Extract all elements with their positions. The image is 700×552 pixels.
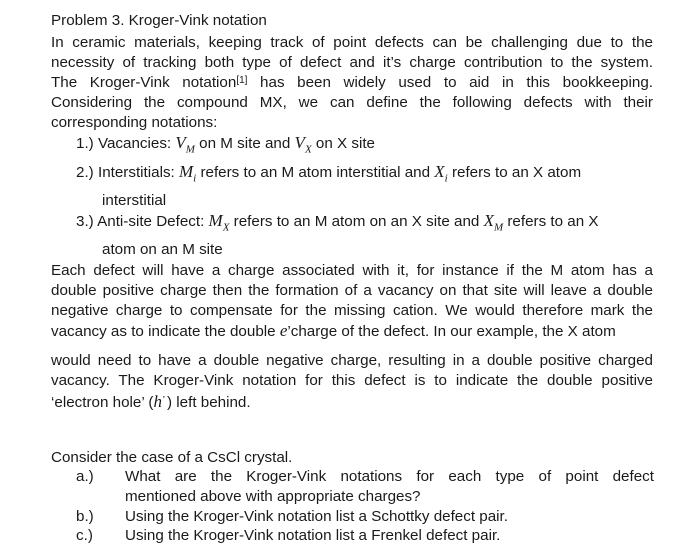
question-a-label: a.) — [76, 468, 94, 485]
electron-symbol: e — [279, 321, 288, 340]
defect-text-end: refers to an X — [503, 213, 599, 230]
defect-text: refers to an M atom interstitial and — [196, 164, 435, 181]
defect-label: Vacancies: — [97, 135, 176, 152]
defect-text: on M site and — [194, 135, 295, 152]
intro-line-1: In ceramic materials, keeping track of point defects can be challenging due to the — [51, 34, 653, 51]
interstitial-m-symbol: $M_i$ — [179, 162, 197, 185]
intro-line-4: Considering the compound MX, we can define the following defects with their — [51, 94, 653, 111]
problem-title: Problem 3. Kroger-Vink notation — [51, 12, 267, 29]
para2-line-7: ‘electron hole’ (h˙) left behind. — [51, 392, 251, 411]
list-number: 1.) — [76, 135, 94, 152]
para2-line-2: double positive charge then the formation of a vacancy on that site will leave a double — [51, 282, 653, 299]
defect-label: Interstitials: — [97, 164, 179, 181]
defect-anti-site-cont: atom on an M site — [102, 241, 223, 258]
defect-vacancies — [76, 134, 375, 158]
para2-line-1: Each defect will have a charge associated with it, for instance if the M atom has a — [51, 262, 653, 279]
question-c-text: Using the Kroger-Vink notation list a Frenkel defect pair. — [125, 527, 501, 544]
interstitial-x-symbol: $X_i$ — [434, 162, 448, 185]
para2-line-3: negative charge to compensate for the missing cation. We would therefore mark the — [51, 302, 653, 319]
defect-text: refers to an M atom on an X site and — [229, 213, 484, 230]
defect-anti-site — [76, 212, 599, 236]
question-c-label: c.) — [76, 527, 93, 544]
intro-line-3 — [51, 74, 653, 94]
antisite-x-symbol: $X_M$ — [483, 211, 504, 234]
intro-text: The Kroger-Vink notation — [51, 74, 237, 91]
intro-line-5: corresponding notations: — [51, 114, 218, 131]
defect-interstitials — [76, 163, 581, 187]
para2-line-5: would need to have a double negative charge, resulting in a double positive charged — [51, 352, 653, 369]
list-number: 3.) — [76, 213, 94, 230]
defect-text-end: refers to an X atom — [447, 164, 582, 181]
question-b-label: b.) — [76, 508, 94, 525]
intro-text-cont: has been widely used to aid in this bookkeeping. — [247, 74, 653, 91]
list-number: 2.) — [76, 164, 94, 181]
intro-line-2: necessity of tracking both type of defect and it’s charge contribution to the system. — [51, 54, 653, 71]
antisite-m-symbol: $M_X$ — [208, 211, 230, 234]
question-a-line-1: What are the Kroger-Vink notations for each type of point defect — [125, 468, 654, 485]
para2-line-4: vacancy as to indicate the double e’charge of the defect. In our example, the X atom — [51, 321, 616, 340]
defect-label: Anti-site Defect: — [97, 213, 209, 230]
case-intro: Consider the case of a CsCl crystal. — [51, 449, 293, 466]
reference-marker: [1] — [236, 75, 248, 86]
vacancy-m-symbol: $V_M$ — [175, 133, 195, 156]
defect-interstitials-cont: interstitial — [102, 192, 167, 209]
question-a-line-2: mentioned above with appropriate charges? — [125, 488, 421, 505]
vacancy-x-symbol: $V_X$ — [294, 133, 312, 156]
hole-symbol: h — [153, 392, 162, 411]
defect-text-end: on X site — [311, 135, 375, 152]
question-b-text: Using the Kroger-Vink notation list a Schottky defect pair. — [125, 508, 508, 525]
para2-line-6: vacancy. The Kroger-Vink notation for this defect is to indicate the double positive — [51, 372, 653, 389]
